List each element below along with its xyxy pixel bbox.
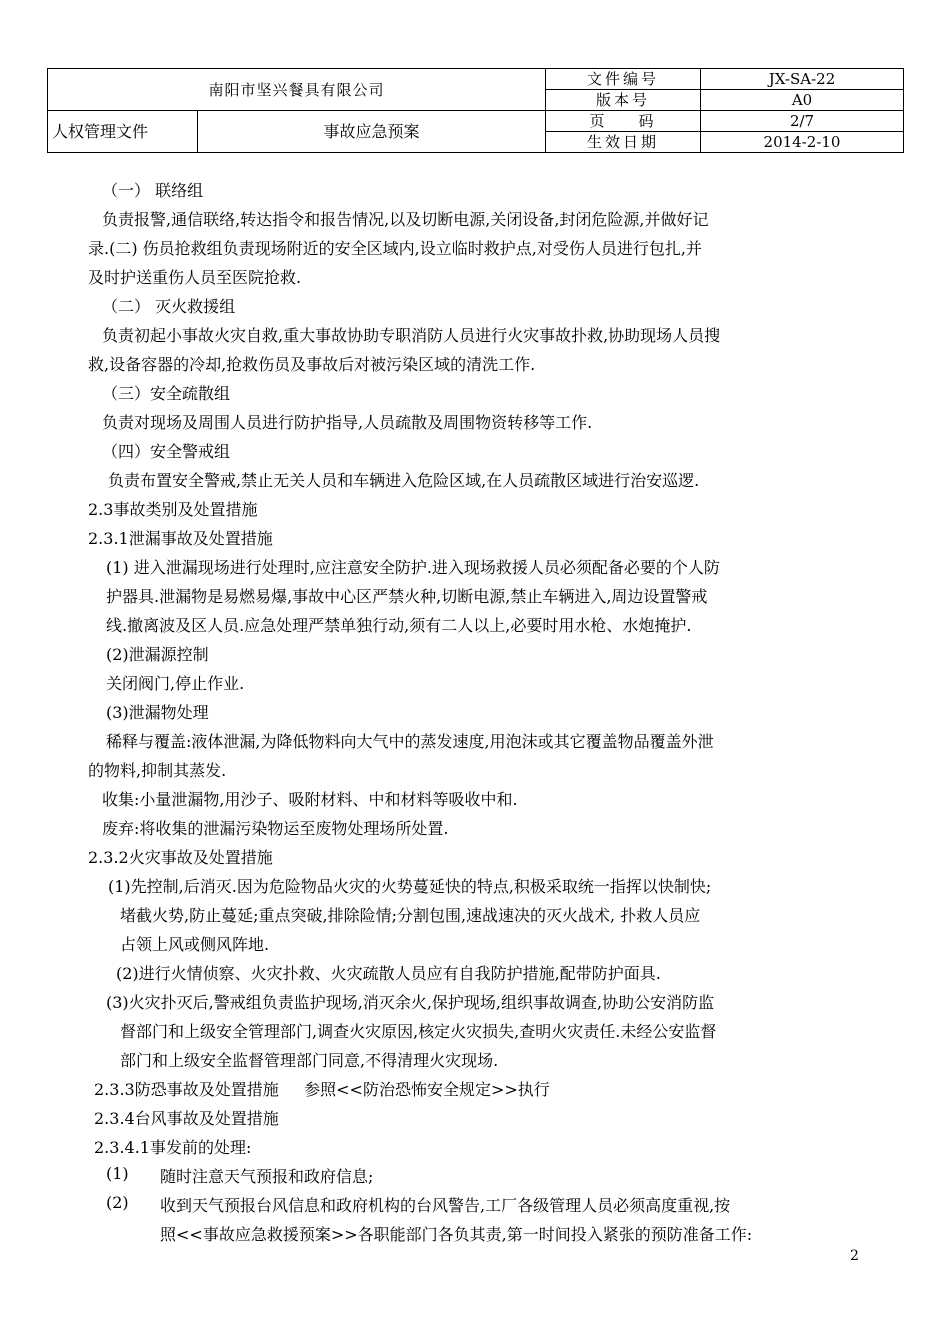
document-header-table [47,68,904,153]
list-marker: (1) [106,1164,129,1183]
section-heading-2-3-2: 2.3.2火灾事故及处置措施 [88,848,273,867]
field-label-version: 版本号 [546,90,701,111]
paragraph-line: 堵截火势,防止蔓延;重点突破,排除险情;分割包围,速战速决的灭火战术, 扑救人员应 [120,906,701,925]
subsection-heading: (2)泄漏源控制 [106,645,209,664]
field-value-version: A0 [701,90,904,111]
paragraph-line: 稀释与覆盖:液体泄漏,为降低物料向大气中的蒸发速度,用泡沫或其它覆盖物品覆盖外泄 [106,732,714,751]
section-heading-2-3-3: 2.3.3防恐事故及处置措施 参照<<防治恐怖安全规定>>执行 [94,1080,550,1099]
section-heading-2-3-4-1: 2.3.4.1事发前的处理: [94,1138,252,1157]
section-heading-2-3-4: 2.3.4台风事故及处置措施 [94,1109,279,1128]
field-label-page: 页 码 [546,111,701,132]
paragraph-line: (3)火灾扑灭后,警戒组负责监护现场,消灭余火,保护现场,组织事故调查,协助公安消防监 [106,993,715,1012]
paragraph-line: (2)进行火情侦察、火灾扑救、火灾疏散人员应有自我防护措施,配带防护面具. [116,964,661,983]
document-type: 人权管理文件 [48,111,198,153]
field-label-file-number: 文件编号 [546,69,701,90]
section-heading-evacuation: （三）安全疏散组 [102,384,231,403]
list-item-text: 照<<事故应急救援预案>>各职能部门各负其责,第一时间投入紧张的预防准备工作: [160,1225,753,1244]
paragraph-line: 督部门和上级安全管理部门,调查火灾原因,核定火灾损失,查明火灾责任.未经公安监督 [120,1022,717,1041]
paragraph-line: 占领上风或侧风阵地. [120,935,270,954]
list-item-text: 收到天气预报台风信息和政府机构的台风警告,工厂各级管理人员必须高度重视,按 [160,1196,731,1215]
subsection-heading: (3)泄漏物处理 [106,703,209,722]
field-label-effective-date: 生效日期 [546,132,701,153]
field-value-effective-date: 2014-2-10 [701,132,904,153]
section-heading-firefighting: （二） 灭火救援组 [102,297,236,316]
paragraph-line: 救,设备容器的冷却,抢救伤员及事故后对被污染区域的清洗工作. [88,355,536,374]
field-value-file-number: JX-SA-22 [701,69,904,90]
paragraph-line: (1)先控制,后消灭.因为危险物品火灾的火势蔓延快的特点,积极采取统一指挥以快制快; [108,877,712,896]
paragraph-line: 负责初起小事故火灾自救,重大事故协助专职消防人员进行火灾事故扑救,协助现场人员搜 [102,326,721,345]
paragraph-line: 负责报警,通信联络,转达指令和报告情况,以及切断电源,关闭设备,封闭危险源,并做好记 [102,210,709,229]
paragraph-line: (1) 进入泄漏现场进行处理时,应注意安全防护.进入现场救援人员必须配备必要的个人防 [106,558,720,577]
list-marker: (2) [106,1193,129,1212]
paragraph-line: 及时护送重伤人员至医院抢救. [88,268,302,287]
company-name: 南阳市坚兴餐具有限公司 [48,69,546,111]
paragraph-line: 关闭阀门,停止作业. [106,674,245,693]
paragraph-line: 部门和上级安全监督管理部门同意,不得清理火灾现场. [120,1051,499,1070]
paragraph-line: 录.(二) 伤员抢救组负责现场附近的安全区域内,设立临时救护点,对受伤人员进行包扎,并 [88,239,702,258]
paragraph-line: 护器具.泄漏物是易燃易爆,事故中心区严禁火种,切断电源,禁止车辆进入,周边设置警戒 [106,587,708,606]
page-number: 2 [850,1248,859,1264]
field-value-page: 2/7 [701,111,904,132]
paragraph-line: 负责布置安全警戒,禁止无关人员和车辆进入危险区域,在人员疏散区域进行治安巡逻. [108,471,700,490]
section-heading-2-3-1: 2.3.1泄漏事故及处置措施 [88,529,273,548]
paragraph-line: 废弃:将收集的泄漏污染物运至废物处理场所处置. [102,819,449,838]
section-heading-2-3: 2.3事故类别及处置措施 [88,500,258,519]
section-heading-security: （四）安全警戒组 [102,442,231,461]
list-item-text: 随时注意天气预报和政府信息; [160,1167,374,1186]
paragraph-line: 线.撤离波及区人员.应急处理严禁单独行动,须有二人以上,必要时用水枪、水炮掩护. [106,616,692,635]
paragraph-line: 的物料,抑制其蒸发. [88,761,227,780]
paragraph-line: 负责对现场及周围人员进行防护指导,人员疏散及周围物资转移等工作. [102,413,593,432]
section-heading-liaison: （一） 联络组 [102,181,204,200]
document-title: 事故应急预案 [198,111,546,153]
paragraph-line: 收集:小量泄漏物,用沙子、吸附材料、中和材料等吸收中和. [102,790,518,809]
